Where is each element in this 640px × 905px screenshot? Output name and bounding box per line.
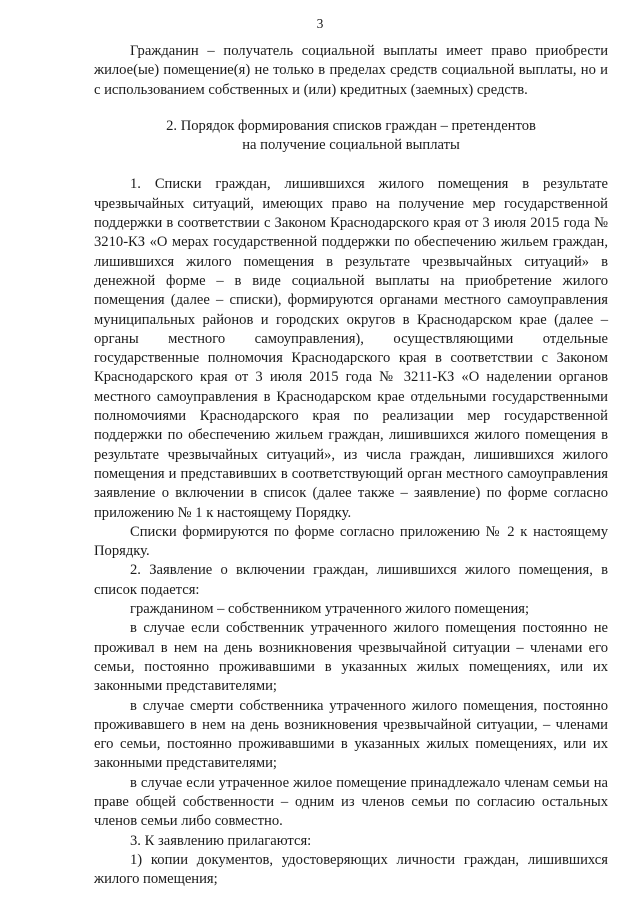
paragraph-application-submission: 2. Заявление о включении граждан, лишившихся жилого помещения, в список подается: [94,562,608,598]
paragraph-attachments: 3. К заявлению прилагаются: [130,832,312,849]
document-body [94,42,608,889]
section-heading-line-2: на получение социальной выплаты [242,137,460,154]
paragraph-owner-death: в случае смерти собственника утраченного жилого помещения, постоянно проживавшего в нем на день возникновения чрезвычайной ситуации, – членами его семьи, постоянно проживавшими в указанных жилых помещениях, или их законными представителями; [94,697,608,772]
paragraph-common-ownership: в случае если утраченное жилое помещение принадлежало членам семьи на праве общей собственности – одним из членов семьи по согласию остальных членов семьи либо совместно. [94,774,608,830]
paragraph-identity-documents: 1) копии документов, удостоверяющих личности граждан, лишившихся жилого помещения; [94,851,608,888]
paragraph-lists-form: Списки формируются по форме согласно приложению № 2 к настоящему Порядку. [94,523,608,560]
section-heading-line-1: 2. Порядок формирования списков граждан – претендентов [166,117,536,134]
paragraph-lists-definition: 1. Списки граждан, лишившихся жилого помещения в результате чрезвычайных ситуаций, имеющих право на получение мер государственной поддержки в соответствии с Законом Краснодарского края от 3 июля 2015 года № 3210-КЗ «О мерах государственной поддержки по обеспечению жильем граждан, лишившихся жилого помещения в результате чрезвычайных ситуаций» в денежной форме – в виде социальной выплаты на приобретение жилого помещения (далее – списки), формируются органами местного самоуправления муниципальных районов и городских округов в Краснодарском крае (далее – органы местного самоуправления), осуществляющими отдельные государственные полномочия Краснодарского края в соответствии с Законом Краснодарского края от 3 июля 2015 года № 3211-КЗ «О наделении органов местного самоуправления в Краснодарском крае отдельными государственными полномочиями Краснодарского края по реализации мер государственной поддержки по обеспечению жильем граждан, лишившихся жилого помещения в результате чрезвычайных ситуаций», из числа граждан, лишившихся жилого помещения и представивших в соответствующий орган местного самоуправления заявление о включении в список (далее также – заявление) по форме согласно приложению № 1 к настоящему Порядку. [94,176,608,521]
section-heading [94,117,608,156]
intro-paragraph: Гражданин – получатель социальной выплаты имеет право приобрести жилое(ые) помещение(я) не только в пределах средств социальной выплаты, но и с использованием собственных и (или) кредитных (заемных) средств. [94,43,608,98]
paragraph-owner-not-residing: в случае если собственник утраченного жилого помещения постоянно не проживал в нем на день возникновения чрезвычайной ситуации – членами его семьи, постоянно проживавшими в указанных жилых помещениях, или их законными представителями; [94,620,608,695]
paragraph-owner: гражданином – собственником утраченного жилого помещения; [130,601,530,618]
page-number: 3 [316,16,324,31]
